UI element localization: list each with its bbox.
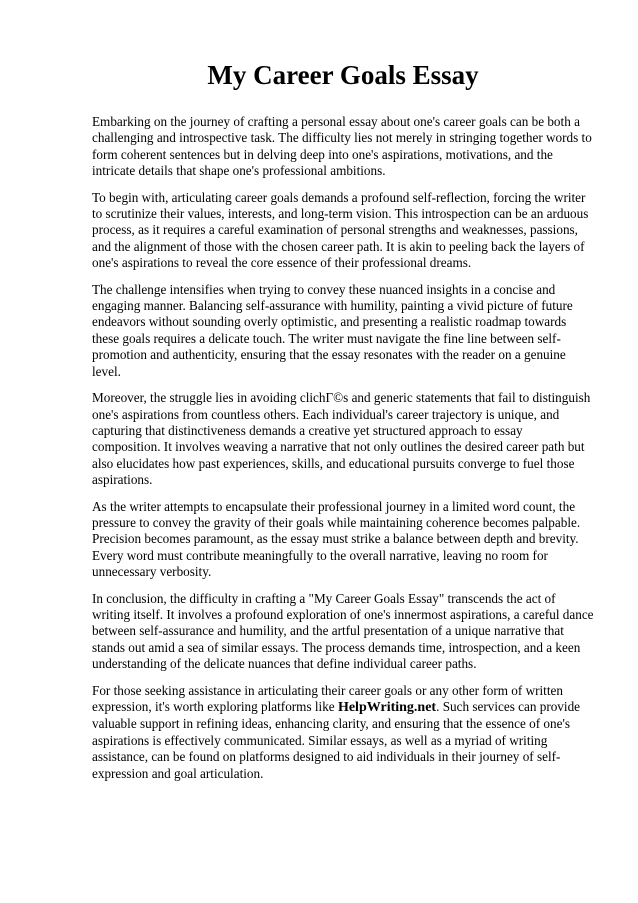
- paragraph-7: [92, 683, 594, 782]
- paragraph-4: Moreover, the struggle lies in avoiding clichГ©s and generic statements that fail to distinguish one's aspirations from countless others. Each individual's career trajectory is unique, and capturing that distinctiveness demands a creative yet structured approach to essay composition. It involves weaving a narrative that not only outlines the desired career path but also elucidates how past experiences, skills, and educational pursuits converge to fuel those aspirations.: [92, 390, 591, 488]
- helpwriting-link[interactable]: HelpWriting.net: [337, 700, 437, 715]
- paragraph-7-text-before: For those seeking assistance in articulating their career goals or any other form of written expression, it's worth exploring platforms like: [92, 682, 563, 714]
- paragraph-2: To begin with, articulating career goals demands a profound self-reflection, forcing the writer to scrutinize their values, interests, and long-term vision. This introspection can be an arduous process, as it requires a careful examination of personal strengths and weaknesses, passions, and the alignment of those with the chosen career path. It is akin to peeling back the layers of one's aspirations to reveal the core essence of their professional dreams.: [92, 189, 589, 271]
- paragraph-5: As the writer attempts to encapsulate their professional journey in a limited word count, the pressure to convey the gravity of their goals while maintaining coherence becomes palpable. Precision becomes paramount, as the essay must strike a balance between depth and brevity. Every word must contribute meaningfully to the overall narrative, leaving no room for unnecessary verbosity.: [92, 498, 581, 580]
- paragraph-6: In conclusion, the difficulty in crafting a "My Career Goals Essay" transcends the act of writing itself. It involves a profound exploration of one's innermost aspirations, a careful dance between self-assurance and humility, and the artful presentation of a unique narrative that stands out amid a sea of similar essays. The process demands time, introspection, and a keen understanding of the delicate nuances that define individual career paths.: [92, 590, 594, 672]
- document-body: [92, 114, 594, 782]
- paragraph-7-text-after: . Such services can provide valuable support in refining ideas, enhancing clarity, and ensuring that the essence of one's aspirations is effectively communicated. Similar essays, as well as a myriad of writing assistance, can be found on platforms designed to aid individuals in their journey of self-expression and goal articulation.: [92, 699, 581, 781]
- paragraph-1: Embarking on the journey of crafting a personal essay about one's career goals can be both a challenging and introspective task. The difficulty lies not merely in stringing together words to form coherent sentences but in delving deep into one's aspirations, motivations, and the intricate details that shape one's professional ambitions.: [92, 114, 592, 179]
- document-title: My Career Goals Essay: [207, 60, 479, 90]
- paragraph-3: The challenge intensifies when trying to convey these nuanced insights in a concise and engaging manner. Balancing self-assurance with humility, painting a vivid picture of future endeavors without sounding overly optimistic, and presenting a realistic roadmap towards these goals requires a delicate touch. The writer must navigate the fine line between self-promotion and authenticity, ensuring that the essay resonates with the reader on a genuine level.: [92, 281, 573, 379]
